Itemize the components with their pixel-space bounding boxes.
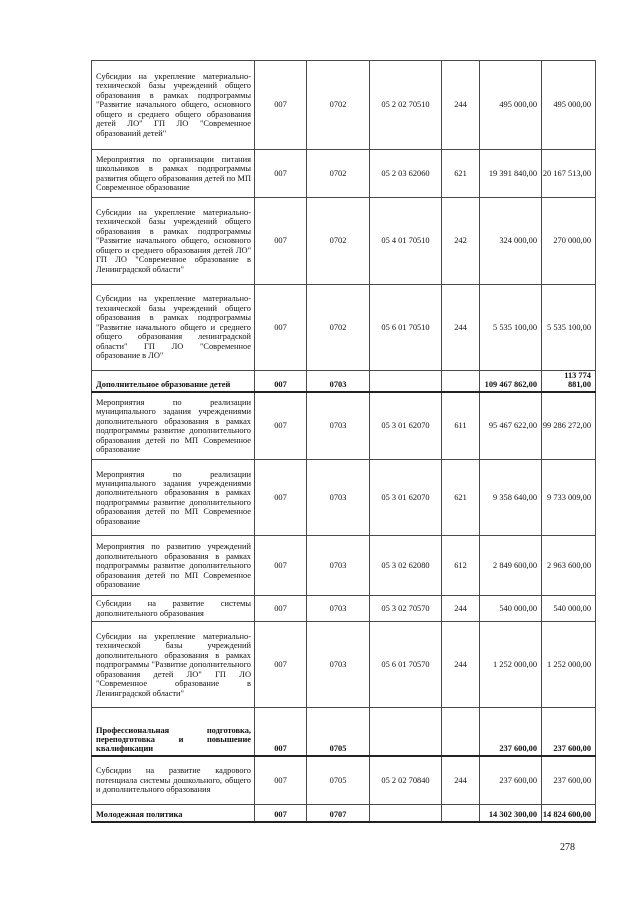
- expense-type-code: 244: [442, 285, 480, 371]
- admin-code: 007: [255, 596, 307, 622]
- table-row: [92, 460, 596, 536]
- target-code: [370, 805, 442, 822]
- section-code: 0703: [307, 371, 370, 392]
- table-row: [92, 596, 596, 622]
- section-code: 0703: [307, 596, 370, 622]
- amount-year-1: 237 600,00: [480, 708, 542, 756]
- amount-year-1: 324 000,00: [480, 198, 542, 285]
- section-code: 0705: [307, 708, 370, 756]
- target-code: 05 2 02 70840: [370, 756, 442, 805]
- row-description: Мероприятия по организации питания школьников в рамках подпрограммы развития общего образования детей по МП Современное образование: [92, 150, 255, 198]
- target-code: 05 3 01 62070: [370, 392, 442, 460]
- expense-type-code: 244: [442, 756, 480, 805]
- amount-year-1: 237 600,00: [480, 756, 542, 805]
- target-code: 05 3 02 70570: [370, 596, 442, 622]
- table-row: [92, 61, 596, 150]
- amount-year-2: 9 733 009,00: [542, 460, 596, 536]
- admin-code: 007: [255, 756, 307, 805]
- section-code: 0703: [307, 392, 370, 460]
- target-code: 05 6 01 70570: [370, 622, 442, 708]
- amount-year-2: 99 286 272,00: [542, 392, 596, 460]
- section-code: 0702: [307, 198, 370, 285]
- section-title: Молодежная политика: [92, 805, 255, 822]
- expense-type-code: 621: [442, 150, 480, 198]
- table-row: [92, 536, 596, 596]
- expense-type-code: 611: [442, 392, 480, 460]
- amount-year-2: 237 600,00: [542, 756, 596, 805]
- table-row: [92, 392, 596, 460]
- section-code: 0703: [307, 536, 370, 596]
- page-number: 278: [560, 842, 575, 853]
- table-row: [92, 622, 596, 708]
- amount-year-2: 237 600,00: [542, 708, 596, 756]
- section-code: 0702: [307, 150, 370, 198]
- expense-type-code: 244: [442, 622, 480, 708]
- expense-type-code: [442, 708, 480, 756]
- amount-year-2: 113 774 881,00: [542, 371, 596, 392]
- target-code: 05 2 03 62060: [370, 150, 442, 198]
- row-description: Мероприятия по реализации муниципального задания учреждениями дополнительного образования в рамках подпрограммы развитие дополнительного образования детей по МП Современное образование: [92, 392, 255, 460]
- table-row: [92, 285, 596, 371]
- amount-year-1: 495 000,00: [480, 61, 542, 150]
- amount-year-1: 95 467 622,00: [480, 392, 542, 460]
- target-code: 05 6 01 70510: [370, 285, 442, 371]
- amount-year-1: 540 000,00: [480, 596, 542, 622]
- section-title: Профессиональная подготовка, переподготовка и повышение квалификации: [92, 708, 255, 756]
- row-description: Мероприятия по реализации муниципального задания учреждениями дополнительного образования в рамках подпрограммы развитие дополнительного образования детей по МП Современное образование: [92, 460, 255, 536]
- admin-code: 007: [255, 805, 307, 822]
- amount-year-1: 19 391 840,00: [480, 150, 542, 198]
- section-code: 0703: [307, 622, 370, 708]
- amount-year-1: 5 535 100,00: [480, 285, 542, 371]
- table-row: [92, 198, 596, 285]
- admin-code: 007: [255, 371, 307, 392]
- admin-code: 007: [255, 536, 307, 596]
- target-code: [370, 371, 442, 392]
- target-code: 05 3 01 62070: [370, 460, 442, 536]
- amount-year-2: 495 000,00: [542, 61, 596, 150]
- amount-year-1: 109 467 862,00: [480, 371, 542, 392]
- admin-code: 007: [255, 198, 307, 285]
- table-row: [92, 756, 596, 805]
- section-code: 0702: [307, 285, 370, 371]
- section-code: 0705: [307, 756, 370, 805]
- section-row: [92, 805, 596, 822]
- amount-year-2: 2 963 600,00: [542, 536, 596, 596]
- expense-type-code: 244: [442, 61, 480, 150]
- target-code: [370, 708, 442, 756]
- section-row: [92, 708, 596, 756]
- admin-code: 007: [255, 285, 307, 371]
- admin-code: 007: [255, 460, 307, 536]
- amount-year-2: 270 000,00: [542, 198, 596, 285]
- amount-year-1: 14 302 300,00: [480, 805, 542, 822]
- section-code: 0703: [307, 460, 370, 536]
- row-description: Субсидии на развитие кадрового потенциала системы дошкольного, общего и дополнительного образования: [92, 756, 255, 805]
- amount-year-2: 540 000,00: [542, 596, 596, 622]
- amount-year-1: 1 252 000,00: [480, 622, 542, 708]
- expense-type-code: 242: [442, 198, 480, 285]
- expense-type-code: 612: [442, 536, 480, 596]
- budget-table: [91, 60, 596, 823]
- section-code: 0702: [307, 61, 370, 150]
- amount-year-2: 14 824 600,00: [542, 805, 596, 822]
- admin-code: 007: [255, 150, 307, 198]
- amount-year-1: 9 358 640,00: [480, 460, 542, 536]
- row-description: Субсидии на укрепление материально-технической базы учреждений дополнительного образования в рамках подпрограммы "Развитие дополнительного образования детей ЛО" ГП ЛО "Современное образование в Ленинградской области": [92, 622, 255, 708]
- amount-year-2: 5 535 100,00: [542, 285, 596, 371]
- admin-code: 007: [255, 622, 307, 708]
- amount-year-2: 20 167 513,00: [542, 150, 596, 198]
- amount-year-2: 1 252 000,00: [542, 622, 596, 708]
- target-code: 05 3 02 62080: [370, 536, 442, 596]
- admin-code: 007: [255, 392, 307, 460]
- row-description: Субсидии на укрепление материально-технической базы учреждений общего образования в рамках подпрограммы "Развитие начального общего, основного общего и среднего общего образования детей ЛО" ГП ЛО "Современное образований детей": [92, 61, 255, 150]
- admin-code: 007: [255, 708, 307, 756]
- admin-code: 007: [255, 61, 307, 150]
- row-description: Субсидии на укрепление материально-технической базы учреждений общего образования в рамках подпрограммы "Развитие начального общего и среднего общего образования ленинградской области" ГП ЛО "Современное образование в ЛО": [92, 285, 255, 371]
- expense-type-code: [442, 805, 480, 822]
- row-description: Мероприятия по развитию учреждений дополнительного образования в рамках подпрограммы развитие дополнительного образования детей по МП Современное образование: [92, 536, 255, 596]
- target-code: 05 4 01 70510: [370, 198, 442, 285]
- table-row: [92, 150, 596, 198]
- amount-year-1: 2 849 600,00: [480, 536, 542, 596]
- section-title: Дополнительное образование детей: [92, 371, 255, 392]
- expense-type-code: [442, 371, 480, 392]
- expense-type-code: 621: [442, 460, 480, 536]
- section-code: 0707: [307, 805, 370, 822]
- row-description: Субсидии на укрепление материально-технической базы учреждений общего образования в рамках подпрограммы "Развитие начального общего, основного общего и среднего образования детей ЛО" ГП ЛО "Современное образование в Ленинградской области": [92, 198, 255, 285]
- section-row: [92, 371, 596, 392]
- target-code: 05 2 02 70510: [370, 61, 442, 150]
- row-description: Субсидии на развитие системы дополнительного образования: [92, 596, 255, 622]
- expense-type-code: 244: [442, 596, 480, 622]
